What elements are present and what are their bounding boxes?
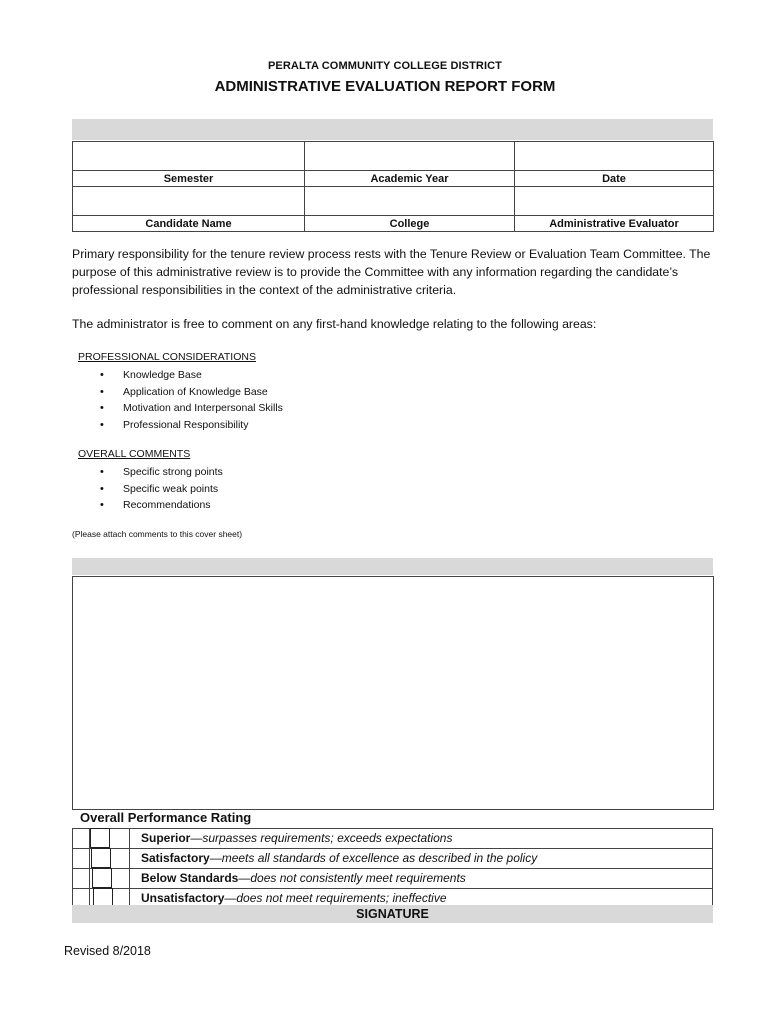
comments-textarea[interactable] [72,576,714,810]
rating-title: Overall Performance Rating [80,810,252,825]
signature-label: SIGNATURE [72,905,713,923]
academic-year-label: Academic Year [305,171,515,187]
rating-row-satisfactory [72,849,713,869]
rating-text: Superior—surpasses requirements; exceeds expectations [141,831,453,845]
date-field[interactable] [515,142,714,171]
list-item: • Application of Knowledge Base [100,384,283,401]
rating-label: Below Standards [141,871,239,885]
comments-header-band [72,558,713,575]
professional-considerations-heading: PROFESSIONAL CONSIDERATIONS [78,351,256,363]
district-name: PERALTA COMMUNITY COLLEGE DISTRICT [268,60,502,72]
list-item: • Motivation and Interpersonal Skills [100,400,283,417]
rating-text: Below Standards—does not consistently meet requirements [141,871,466,885]
college-label: College [305,216,515,232]
candidate-name-label: Candidate Name [73,216,305,232]
college-field[interactable] [305,187,515,216]
rating-desc: does not meet requirements; ineffective [236,891,447,905]
rating-label: Superior [141,831,191,845]
intro-paragraph: Primary responsibility for the tenure review process rests with the Tenure Review or Evaluation Team Committee. The purpose of this administrative review is to provide the Committee with any information regarding the candidate’s professional responsibilities in the context of the administrative criteria. [72,247,711,297]
info-table [72,141,714,232]
rating-desc: surpasses requirements; exceeds expectations [202,831,453,845]
rating-row-below-standards [72,869,713,889]
academic-year-field[interactable] [305,142,515,171]
semester-label: Semester [73,171,305,187]
list-item: • Recommendations [100,497,223,514]
administrative-evaluator-label: Administrative Evaluator [515,216,714,232]
overall-comments-heading: OVERALL COMMENTS [78,448,191,460]
candidate-name-field[interactable] [73,187,305,216]
info-header-band [72,119,713,140]
rating-row-superior [72,828,713,849]
semester-field[interactable] [73,142,305,171]
rating-table [72,828,713,909]
date-label: Date [515,171,714,187]
rating-desc: does not consistently meet requirements [250,871,466,885]
rating-label: Satisfactory [141,851,210,865]
rating-text: Unsatisfactory—does not meet requirements; ineffective [141,891,447,905]
revised-date: Revised 8/2018 [64,944,151,958]
attach-note: (Please attach comments to this cover sheet) [72,529,243,539]
administrative-evaluator-field[interactable] [515,187,714,216]
overall-comments-list [100,464,223,514]
below-standards-checkbox[interactable] [92,868,112,888]
rating-label: Unsatisfactory [141,891,225,905]
rating-desc: meets all standards of excellence as described in the policy [221,851,538,865]
rating-text: Satisfactory—meets all standards of excellence as described in the policy [141,851,538,865]
list-item: • Specific strong points [100,464,223,481]
professional-considerations-list [100,367,283,433]
list-item: • Knowledge Base [100,367,283,384]
form-title: ADMINISTRATIVE EVALUATION REPORT FORM [214,78,556,95]
superior-checkbox[interactable] [90,828,110,848]
satisfactory-checkbox[interactable] [91,848,111,868]
list-item: • Specific weak points [100,481,223,498]
list-item: • Professional Responsibility [100,417,283,434]
areas-paragraph: The administrator is free to comment on any first-hand knowledge relating to the following areas: [72,317,597,331]
